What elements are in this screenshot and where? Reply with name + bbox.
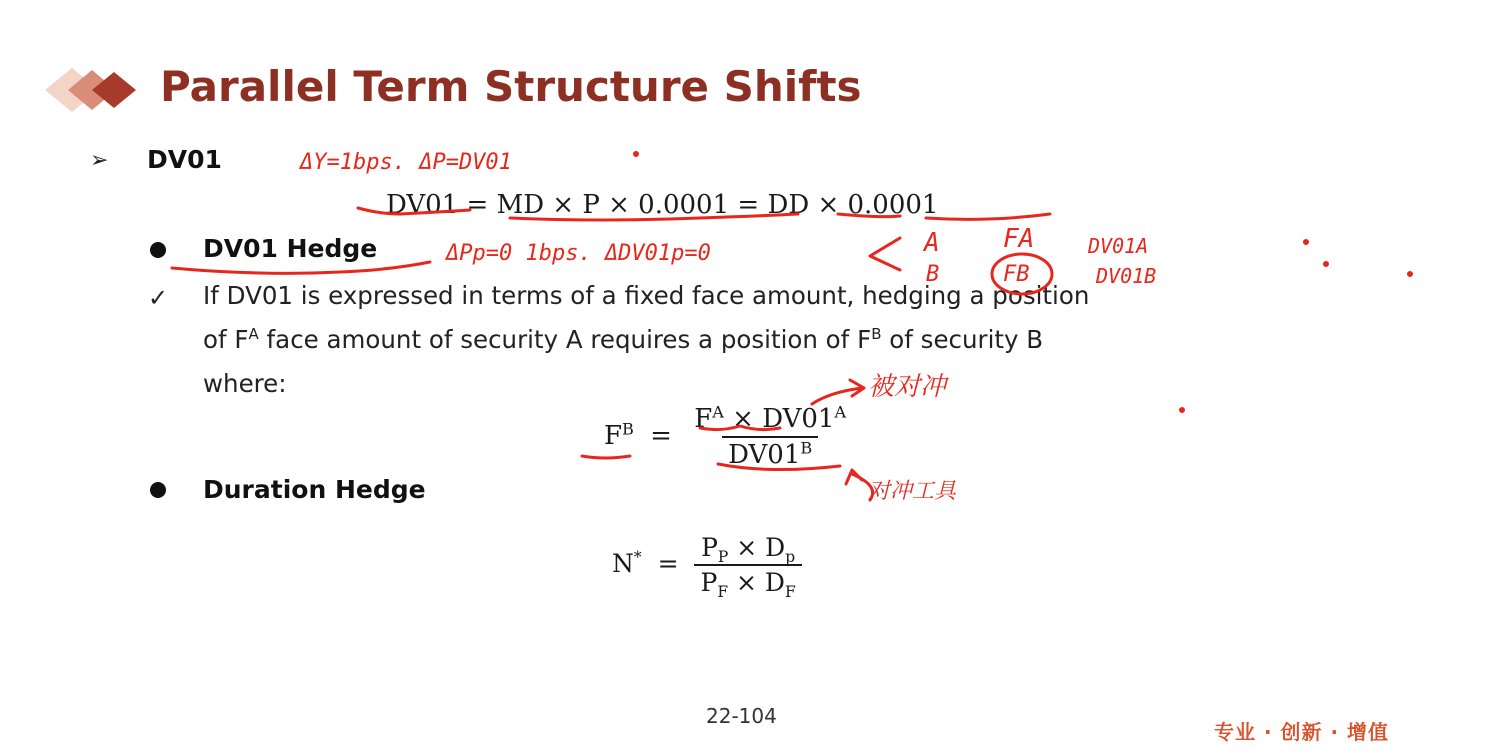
ink-note-fa: FA bbox=[1003, 224, 1035, 254]
formula-n-den-d-sub: F bbox=[784, 583, 796, 601]
formula-n-num-d: D bbox=[765, 533, 786, 562]
formula-fb-lhs-f: F bbox=[604, 421, 623, 451]
body-line-2-c: of security B bbox=[881, 325, 1044, 354]
ink-note-dv01a: DV01A bbox=[1088, 234, 1149, 258]
body-line-3: where: bbox=[203, 369, 287, 398]
formula-dv01-term1: MD × P × 0.0001 bbox=[496, 190, 730, 220]
ink-arrow-bottom bbox=[852, 474, 873, 500]
formula-fb-num-f: F bbox=[694, 404, 713, 434]
formula-dv01-lhs: DV01 bbox=[386, 190, 459, 220]
formula-n-eq: = bbox=[657, 548, 679, 578]
formula-n-den-p: P bbox=[700, 568, 718, 597]
ink-underline-hedge bbox=[172, 262, 430, 273]
formula-n-num-p: P bbox=[701, 533, 718, 562]
formula-n-num-d-sub: p bbox=[785, 548, 796, 566]
ink-note-hedge: ΔPp=0 1bps. ΔDV01p=0 bbox=[446, 241, 711, 266]
ink-note-fb: FB bbox=[1003, 262, 1030, 287]
slogan: 专业 · 创新 · 增值 bbox=[1214, 720, 1390, 744]
body-line-2-a: of F bbox=[203, 325, 249, 354]
ink-underline-dv01 bbox=[358, 208, 470, 214]
formula-dv01-eq2: = bbox=[737, 190, 760, 220]
page-number: 22-104 bbox=[706, 704, 777, 728]
formula-fb-eq: = bbox=[650, 421, 672, 451]
arrow-bullet-icon: ➢ bbox=[90, 148, 109, 173]
ink-circle-fb bbox=[992, 254, 1052, 294]
bullet-dv01: DV01 bbox=[147, 145, 222, 174]
formula-dv01-term2: DD × 0.0001 bbox=[767, 190, 939, 220]
ink-underline-fb bbox=[582, 456, 630, 458]
formula-n-lhs-n: N bbox=[612, 548, 634, 578]
slide-title: Parallel Term Structure Shifts bbox=[160, 62, 862, 111]
formula-fb-num-mid: × DV01 bbox=[723, 404, 835, 434]
ink-note-dy: ΔY=1bps. ΔP=DV01 bbox=[300, 150, 512, 175]
formula-n-den-times: × bbox=[728, 568, 765, 597]
ink-note-dv01b: DV01B bbox=[1096, 264, 1157, 288]
ink-brace bbox=[870, 238, 900, 270]
formula-n-num-p-sub: P bbox=[717, 548, 729, 566]
ink-note-a: A bbox=[924, 228, 940, 258]
formula-dv01-eq1: = bbox=[466, 190, 489, 220]
body-line-2-b: face amount of security A requires a position of F bbox=[258, 325, 872, 354]
ink-note-bottom: 对冲工具 bbox=[868, 479, 957, 504]
ink-underline-dd bbox=[838, 214, 900, 217]
formula-n-lhs-sup: * bbox=[633, 548, 642, 567]
formula-fb-den-dv01: DV01 bbox=[728, 440, 801, 470]
ink-dot bbox=[1325, 263, 1328, 266]
formula-n-den-d: D bbox=[764, 568, 785, 597]
ink-underline-0001 bbox=[926, 214, 1050, 219]
body-line-2-sup-a: A bbox=[248, 324, 259, 343]
formula-n-den-p-sub: F bbox=[717, 583, 729, 601]
ink-dot bbox=[1409, 273, 1412, 276]
ink-note-top: 被对冲 bbox=[868, 372, 947, 402]
ink-underline-den bbox=[718, 464, 840, 470]
ink-dot bbox=[1305, 241, 1308, 244]
body-line-1: If DV01 is expressed in terms of a fixed face amount, hedging a position bbox=[203, 281, 1090, 310]
formula-n-num-times: × bbox=[728, 533, 766, 562]
ink-note-b: B bbox=[926, 262, 940, 287]
formula-fb-num-f-sup: A bbox=[712, 402, 724, 422]
bullet-duration-hedge: Duration Hedge bbox=[203, 475, 426, 504]
formula-fb-lhs-sup: B bbox=[622, 419, 634, 439]
ink-dot bbox=[1181, 409, 1184, 412]
bullet-dv01-hedge: DV01 Hedge bbox=[203, 234, 378, 263]
checkmark-icon: ✓ bbox=[148, 284, 169, 312]
formula-fb-den-sup: B bbox=[800, 438, 813, 458]
ink-underline-md bbox=[510, 214, 798, 220]
formula-fb-num-dv01-sup: A bbox=[834, 402, 847, 422]
ink-dot bbox=[635, 153, 638, 156]
ink-squiggle-num bbox=[700, 426, 780, 430]
body-line-2-sup-b: B bbox=[871, 324, 882, 343]
